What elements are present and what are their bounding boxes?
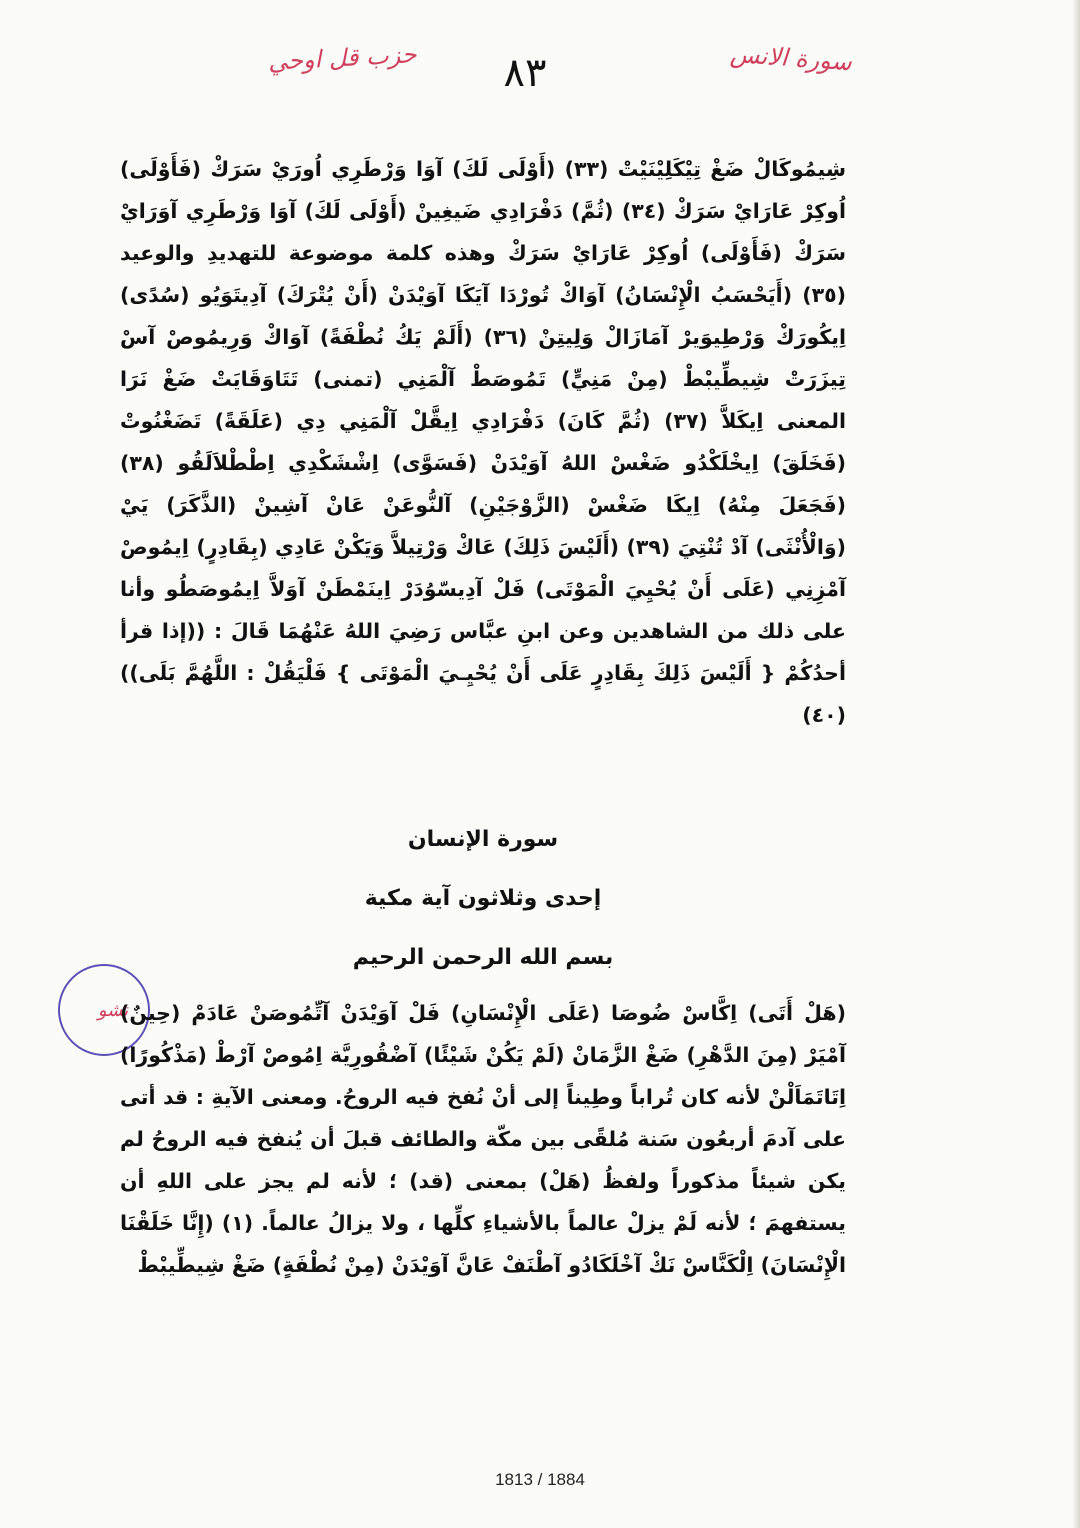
basmala: بسم الله الرحمن الرحيم — [352, 945, 614, 970]
page-counter: 1813 / 1884 — [495, 1470, 585, 1489]
handwritten-note-left: حزب قل اوحي — [267, 40, 418, 76]
handwritten-note-right: سورة الانس — [729, 39, 853, 77]
surah-info: إحدى وثلاثون آية مكية — [364, 886, 602, 911]
margin-note: نشو — [97, 1000, 129, 1021]
page-edge-shadow — [1072, 0, 1080, 1528]
body-text-bottom: (هَلْ أَتَى) اِكَّاسْ ضُوصَا (عَلَى الْإِنْسَانِ) فَلْ آوَيْدَنْ آتِّمُوصَنْ عَادَمْ (حِينٌ) آمْيَرْ (مِنَ الدَّهْرِ) ضَغْ الزَّمَانْ (لَمْ يَكُنْ شَيْئًا) آضْقُورِيَّة اِمُوصْ آرْطْ (مَذْكُورًا) اِتَاتَمَاَلْنْ لأنه كان تُراباً وطِيناً إلى أنْ نُفخ فيه الروحُ. ومعنى الآيةِ : قد أتى على آدمَ أربعُون سَنة مُلقًى بين مكّة والطائف قبلَ أن يُنفخ فيه الروحُ لم يكن شيئاً مذكوراً ولفظُ (هَلْ) بمعنى (قد) ؛ لأنه لم يجز على اللهِ أن يستفهمَ ؛ لأنه لَمْ يزلْ عالماً بالأشياءِ كلِّها ، ولا يزالُ عالماً. (١) (إِنَّا خَلَقْنَا الْإِنْسَانَ) اِلْكَنَّاسْ نَكْ آخْلَكَادُو آطْنَفْ عَانَّ آوَيْدَنْ (مِنْ نُطْفَةٍ) ضَغْ شِيطِّيبْطْ — [120, 1001, 846, 1277]
body-text-top: شِيمُوكَالْ ضَغْ تِيْكَلِيْنَيْتْ (٣٣) (أَوْلَى لَكَ) آوَا وَرْطَرِي اُورَيْ سَرَكْ (فَأَوْلَى) اُوكِرْ عَارَايْ سَرَكْ (٣٤) (ثُمَّ) دَفْرَادِي ضَيغِينْ (أَوْلَى لَكَ) آوَا وَرْطَرِي آوَرَايْ سَرَكْ (فَأَوْلَى) اُوكِرْ عَارَايْ سَرَكْ وهذه كلمة موضوعة للتهديدِ والوعيد (٣٥) (أَيَحْسَبُ الْإِنْسَانُ) آوَاكْ تُورْدَا آيَكَا آوَيْدَنْ (أَنْ يُتْرَكَ) آدِيتَوَيُو (سُدًى) اِيكُورَكْ وَرْطِيوَيرْ آمَازَالْ وَلِيتِنْ (٣٦) (أَلَمْ يَكُ نُطْفَةً) آوَاكْ وَرِيمُوصْ آسْ تِيزَرَتْ شِيطِّيبْطْ (مِنْ مَنِيٍّ) تَمُوصَطْ آلْمَنِي (تمنى) تَتَاوَقَايَتْ ضَغْ نَرَا المعنى اِيكَلاَّ (٣٧) (ثُمَّ كَانَ) دَفْرَادِي اِيقَّلْ آلْمَنِي دِي (عَلَقَةً) تَضَغْنُوتْ (فَخَلَقَ) اِيخْلَكْدُو ضَغْسْ اللهُ آوَيْدَنْ (فَسَوَّى) اِشْشَكْدِي اِطْطْلاَلَقُو (٣٨) (فَجَعَلَ مِنْهُ) اِيكَا ضَغْسْ (الزَّوْجَيْنِ) آلنُّوعَنْ عَانْ آشِينْ (الذَّكَرَ) يَيْ (وَالْأُنْثَى) آدْ تُنْتِيَ (٣٩) (أَلَيْسَ ذَلِكَ) عَاكْ وَرْتِيلاَّ وَيَكْنْ عَادِي (بِقَادِرٍ) اِيمُوصْ آمْزِنِي (عَلَى أَنْ يُحْيِيَ الْمَوْتَى) فَلْ آدِيسّوُدَرْ اِينَمْطَنْ آوَلاَّ اِيمُوصَطُو وأنا على ذلك من الشاهدين وعن ابنِ عبَّاس رَضِيَ اللهُ عَنْهُمَا قَالَ : ((إذا قرأ أحدُكُمْ { أَلَيْسَ ذَلِكَ بِقَادِرٍ عَلَى أَنْ يُحْيِـيَ الْمَوْتَى } فَلْيَقُلْ : اللَّهُمَّ بَلَى)) (٤٠) — [120, 157, 847, 727]
surah-title: سورة الإنسان — [407, 827, 559, 852]
page-number: ٨٣ — [503, 50, 547, 96]
